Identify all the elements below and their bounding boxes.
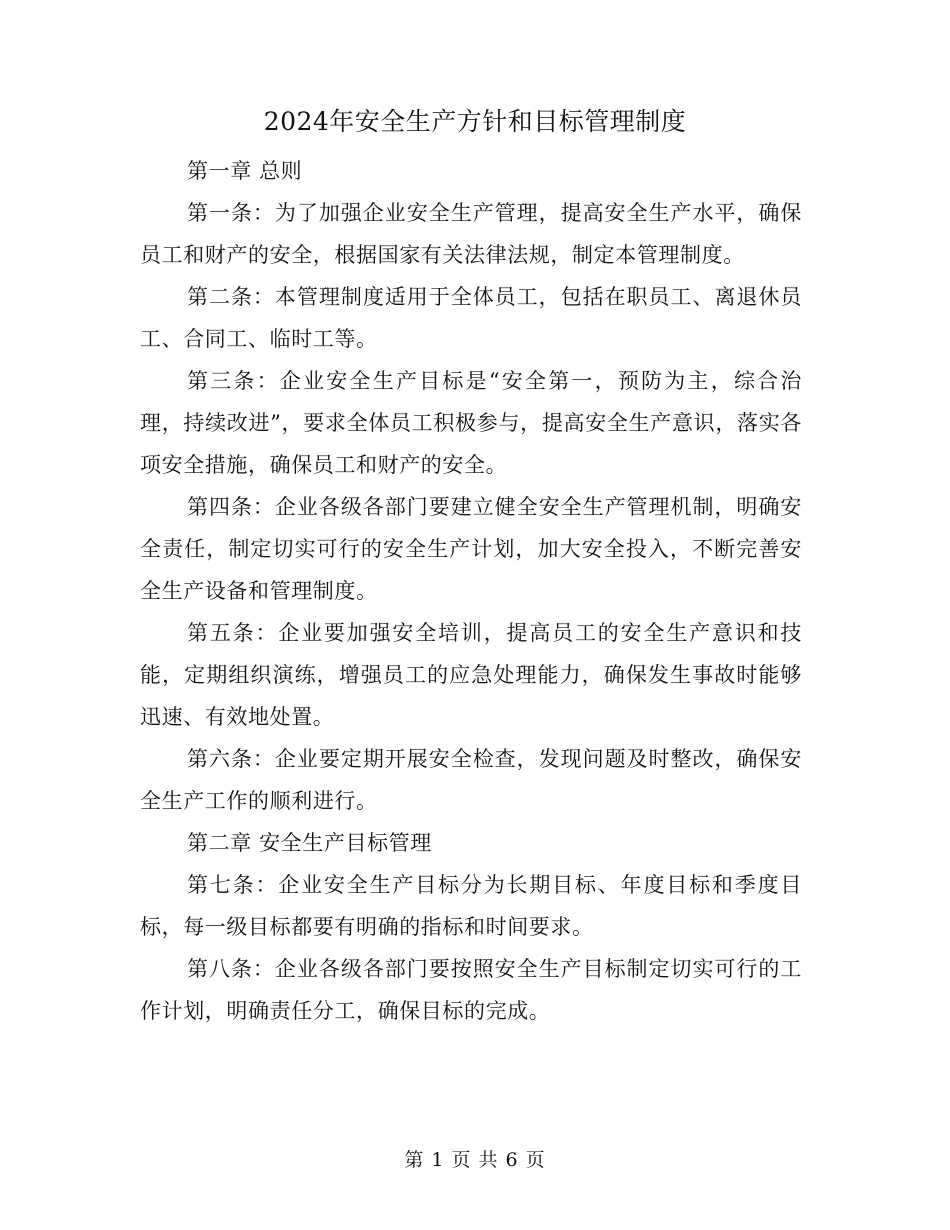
article-4: 第四条：企业各级各部门要建立健全安全生产管理机制，明确安全责任，制定切实可行的安全生产计划，加大安全投入，不断完善安全生产设备和管理制度。 [140,495,802,603]
article-1: 第一条：为了加强企业安全生产管理，提高安全生产水平，确保员工和财产的安全，根据国家有关法律法规，制定本管理制度。 [140,201,802,267]
article-8: 第八条：企业各级各部门要按照安全生产目标制定切实可行的工作计划，明确责任分工，确保目标的完成。 [140,957,802,1023]
document-body [140,150,802,1032]
document-title: 2024年安全生产方针和目标管理制度 [263,107,687,136]
chapter-heading-2: 第二章 安全生产目标管理 [187,831,432,855]
article-3: 第三条：企业安全生产目标是“安全第一，预防为主，综合治理，持续改进”，要求全体员工积极参与，提高安全生产意识，落实各项安全措施，确保员工和财产的安全。 [140,369,802,477]
article-2: 第二条：本管理制度适用于全体员工，包括在职员工、离退休员工、合同工、临时工等。 [140,285,802,351]
article-7: 第七条：企业安全生产目标分为长期目标、年度目标和季度目标，每一级目标都要有明确的指标和时间要求。 [140,873,802,939]
article-5: 第五条：企业要加强安全培训，提高员工的安全生产意识和技能，定期组织演练，增强员工的应急处理能力，确保发生事故时能够迅速、有效地处置。 [140,621,802,729]
chapter-heading-1: 第一章 总则 [187,159,303,183]
article-6: 第六条：企业要定期开展安全检查，发现问题及时整改，确保安全生产工作的顺利进行。 [140,747,802,813]
page-number-footer: 第 1 页 共 6 页 [404,1149,546,1171]
